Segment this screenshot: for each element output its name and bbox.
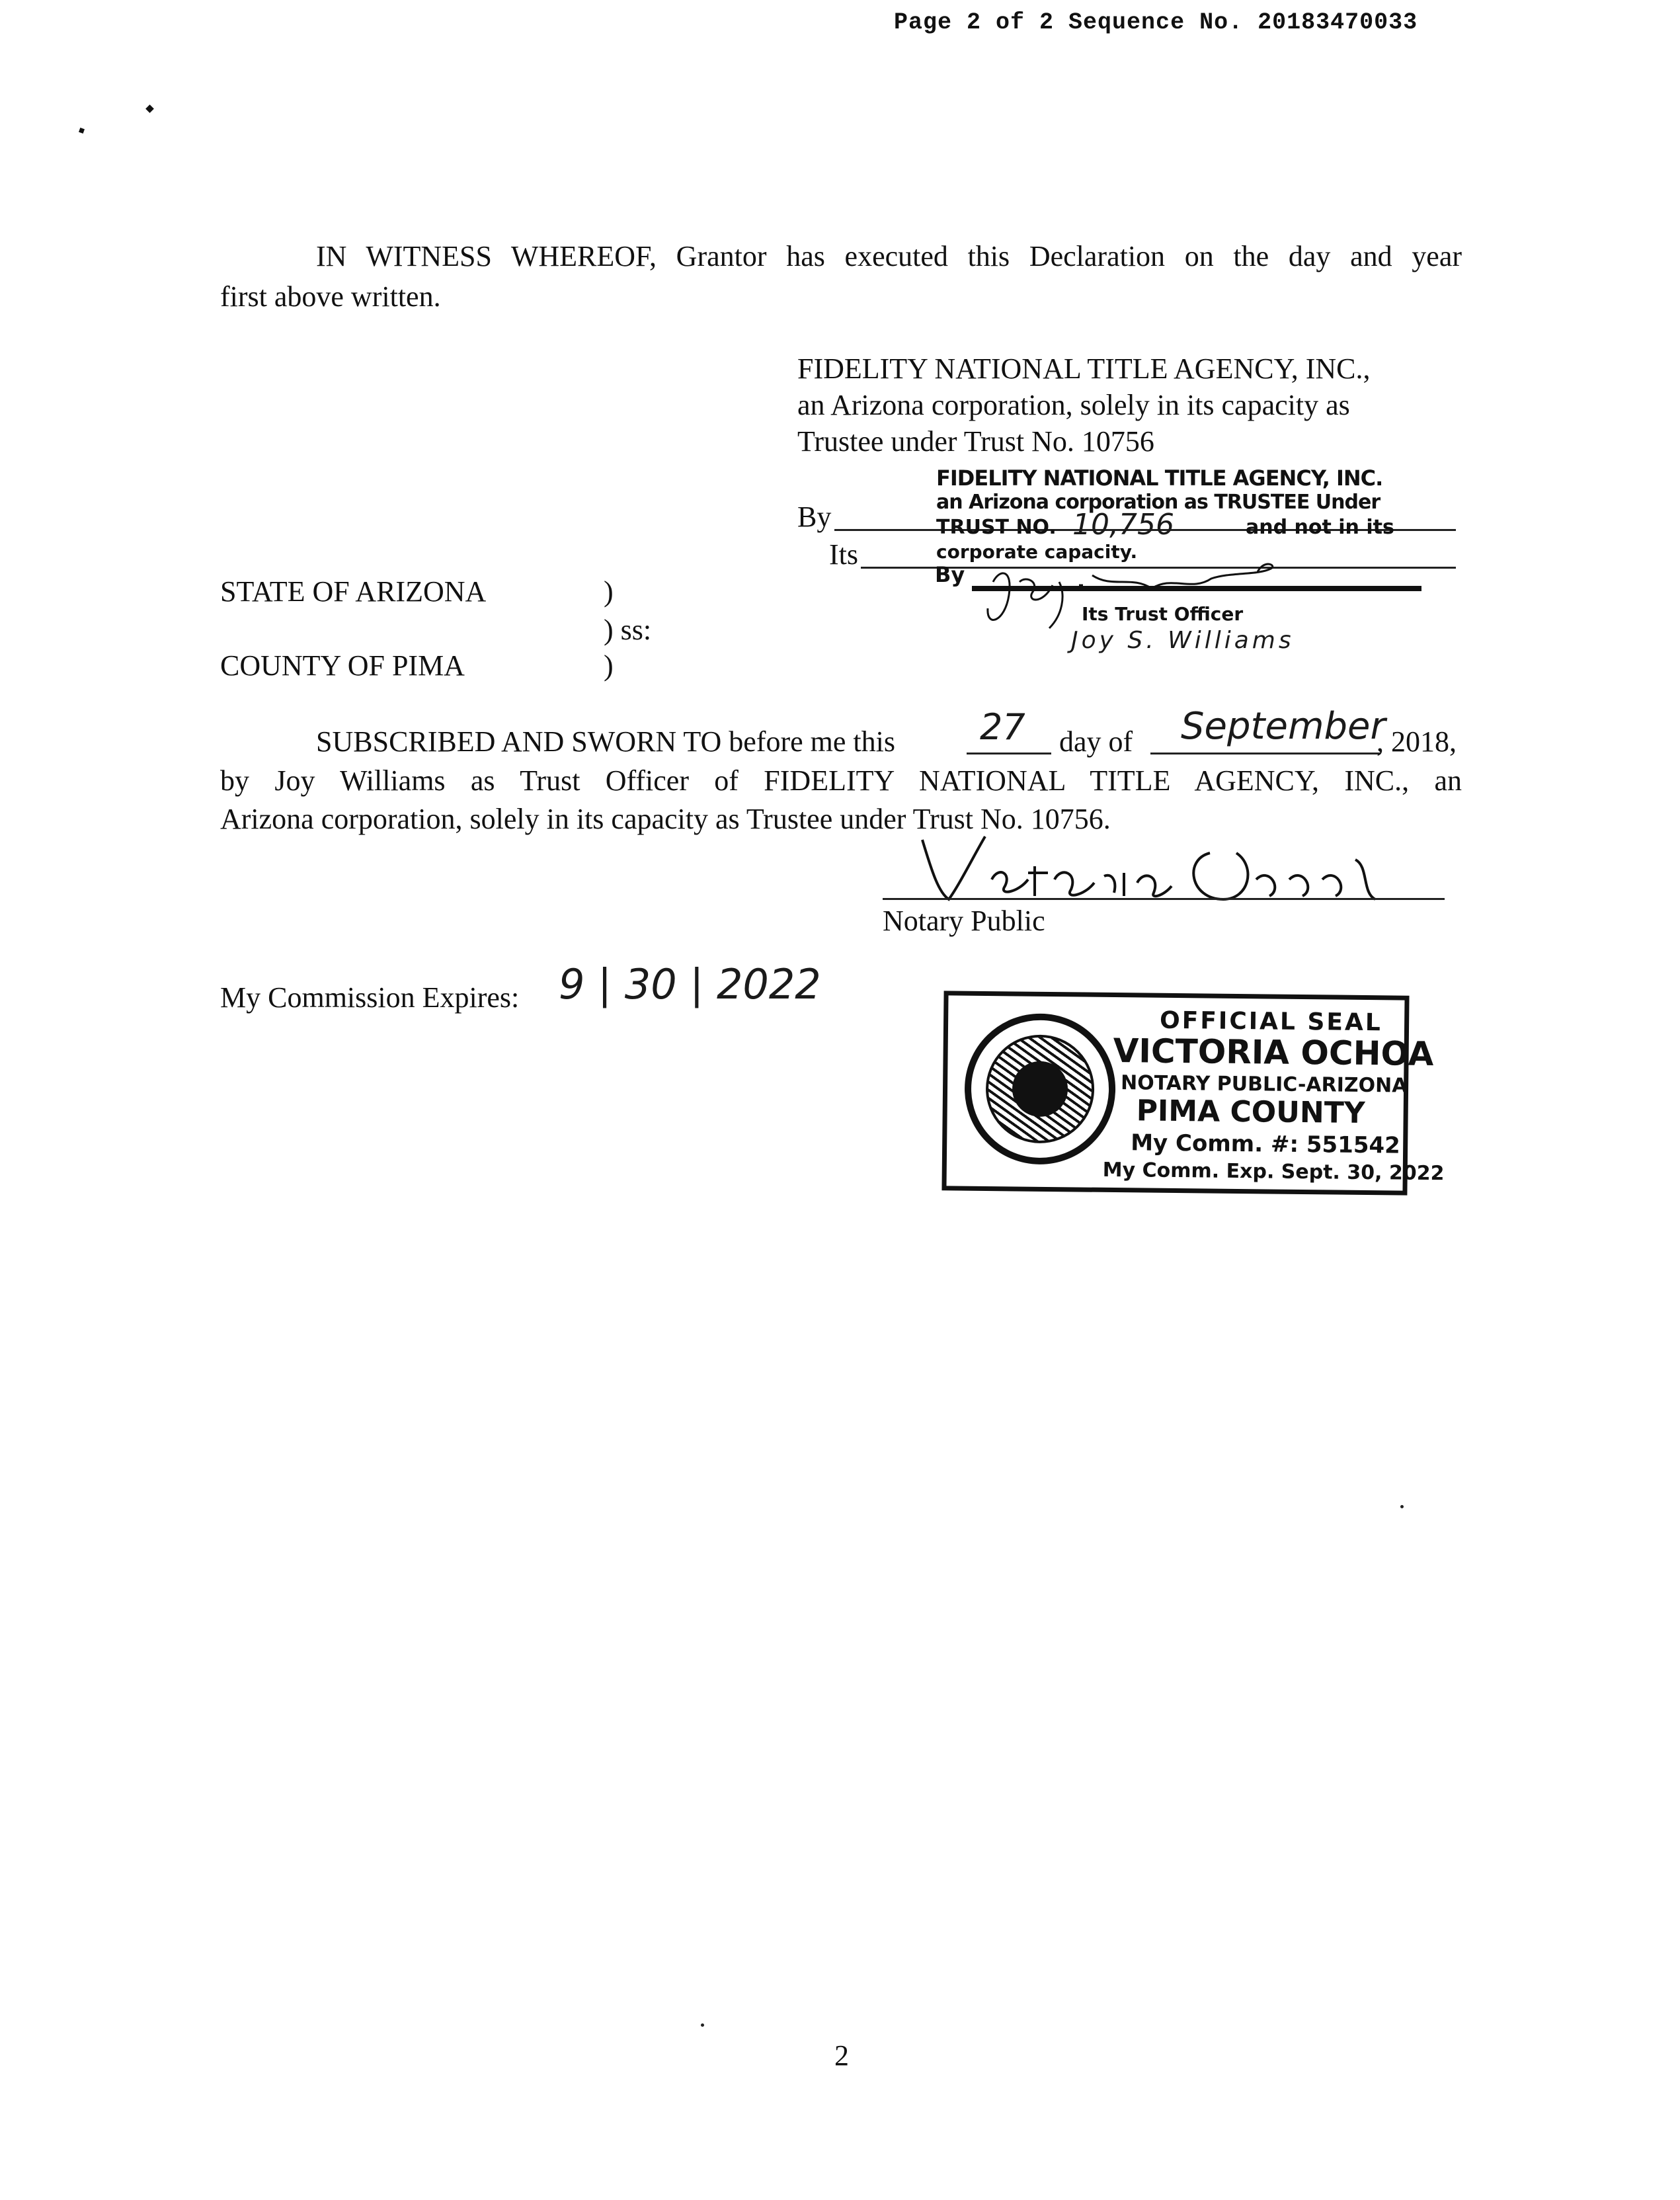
jurat-day-handwritten: 27 (980, 706, 1025, 748)
jurat-line-3: Arizona corporation, solely in its capacity as Trustee under Trust No. 10756. (220, 803, 1111, 835)
venue-state: STATE OF ARIZONA (220, 575, 487, 608)
jurat-seg-2: day of (1059, 725, 1133, 758)
page-number: 2 (834, 2039, 849, 2072)
trustee-stamp-trust-no-label: TRUST NO. (936, 516, 1057, 539)
jurat-line-2: by Joy Williams as Trust Officer of FIDELITY NATIONAL TITLE AGENCY, INC., an (220, 764, 1462, 797)
venue-ss: ) ss: (604, 614, 652, 646)
trustee-stamp-line-3-suffix: and not in its (1246, 516, 1394, 539)
page-sequence-header: Page 2 of 2 Sequence No. 20183470033 (894, 9, 1418, 36)
scan-mark (79, 128, 85, 134)
grantor-line-2: an Arizona corporation, solely in its capacity as (797, 389, 1350, 421)
trustee-stamp-line-4: corporate capacity. (936, 541, 1138, 563)
seal-line-3: NOTARY PUBLIC-ARIZONA (1120, 1071, 1408, 1098)
jurat-month-handwritten: September (1181, 705, 1386, 748)
trustee-stamp-line-2: an Arizona corporation as TRUSTEE Under (936, 491, 1380, 514)
witness-line-2: first above written. (220, 280, 441, 313)
trustee-stamp-by: By (935, 562, 965, 587)
grantor-company: FIDELITY NATIONAL TITLE AGENCY, INC., (797, 352, 1371, 385)
scan-mark (145, 104, 154, 113)
by-label: By (797, 501, 832, 533)
seal-line-5: My Comm. #: 551542 (1130, 1129, 1401, 1159)
jurat-month-line (1150, 753, 1380, 754)
trustee-stamp-title: Its Trust Officer (1082, 603, 1244, 625)
venue-county: COUNTY OF PIMA (220, 649, 465, 682)
venue-paren-3: ) (604, 649, 614, 682)
trust-number-handwritten: 10,756 (1072, 508, 1174, 542)
arizona-state-seal-icon (964, 1013, 1116, 1165)
seal-line-2: VICTORIA OCHOA (1113, 1032, 1434, 1074)
trustee-stamp-line-1: FIDELITY NATIONAL TITLE AGENCY, INC. (936, 466, 1383, 491)
its-label: Its (829, 538, 858, 571)
jurat-seg-3: , 2018, (1377, 725, 1457, 758)
jurat-seg-1: SUBSCRIBED AND SWORN TO before me this (316, 725, 895, 758)
notary-seal (941, 991, 1445, 1195)
venue-paren-1: ) (604, 575, 614, 608)
scan-mark (701, 2023, 704, 2027)
commission-label: My Commission Expires: (220, 981, 520, 1014)
seal-line-1: OFFICIAL SEAL (1159, 1006, 1383, 1037)
printed-name-handwritten: Joy S. Williams (1071, 627, 1295, 654)
seal-line-6: My Comm. Exp. Sept. 30, 2022 (1102, 1158, 1445, 1186)
witness-line-1: IN WITNESS WHEREOF, Grantor has executed this Declaration on the day and year (316, 240, 1462, 272)
seal-line-4: PIMA COUNTY (1136, 1094, 1365, 1131)
commission-date-handwritten: 9 | 30 | 2022 (559, 960, 821, 1008)
grantor-line-3: Trustee under Trust No. 10756 (797, 425, 1154, 458)
notary-signature-line (883, 898, 1445, 900)
jurat-day-line (967, 753, 1051, 754)
trustee-stamp (926, 463, 1468, 681)
notary-public-label: Notary Public (883, 905, 1045, 937)
scan-mark (1400, 1505, 1404, 1508)
